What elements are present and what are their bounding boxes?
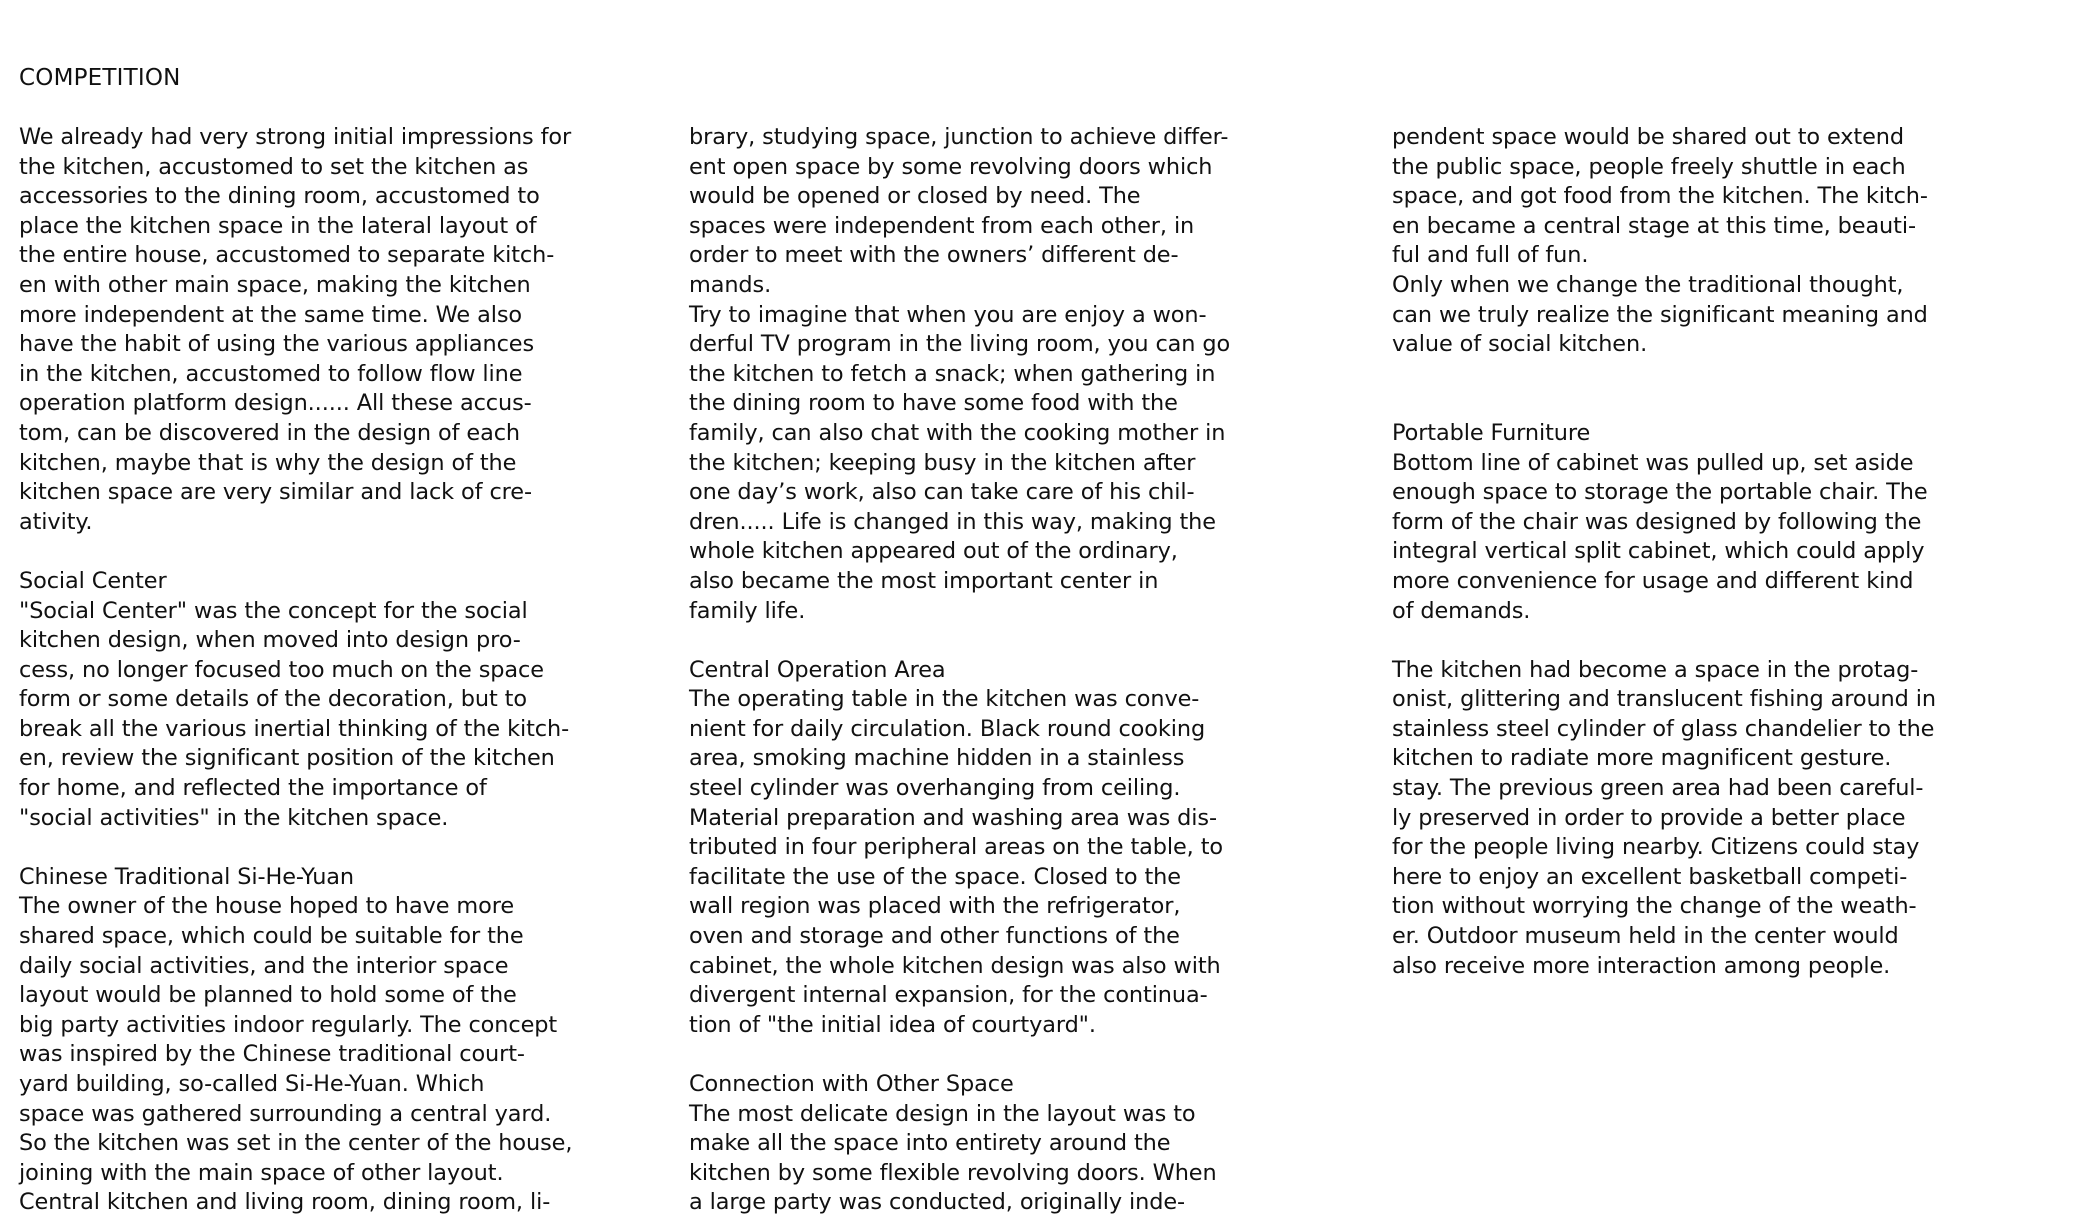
text-line: Bottom line of cabinet was pulled up, set aside	[1392, 449, 1914, 476]
text-line: the kitchen, accustomed to set the kitchen as	[19, 153, 529, 180]
text-line: joining with the main space of other layout.	[19, 1159, 504, 1186]
text-line: more independent at the same time. We also	[19, 301, 522, 328]
text-line: the kitchen; keeping busy in the kitchen after	[689, 449, 1196, 476]
text-line: stainless steel cylinder of glass chandelier to the	[1392, 715, 1935, 742]
text-line: onist, glittering and translucent fishing around in	[1392, 686, 1936, 713]
text-line: a large party was conducted, originally inde-	[689, 1189, 1185, 1216]
text-line: "Social Center" was the concept for the social	[19, 597, 528, 624]
text-line: ly preserved in order to provide a better place	[1392, 804, 1906, 831]
text-line: ativity.	[19, 508, 93, 535]
text-line: form of the chair was designed by following the	[1392, 508, 1922, 535]
text-line: We already had very strong initial impressions for	[19, 124, 572, 150]
text-line: So the kitchen was set in the center of the house,	[19, 1130, 573, 1157]
text-line: kitchen by some flexible revolving doors. When	[689, 1159, 1217, 1186]
text-line: nient for daily circulation. Black round cooking	[689, 715, 1206, 742]
text-line: tributed in four peripheral areas on the table, to	[689, 834, 1223, 861]
text-line: kitchen design, when moved into design pro-	[19, 627, 521, 654]
text-line: oven and storage and other functions of the	[689, 923, 1180, 950]
text-line: The most delicate design in the layout was to	[689, 1100, 1196, 1127]
paragraph	[19, 863, 659, 1218]
paragraph-gap	[689, 626, 1329, 656]
text-line: spaces were independent from each other, in	[689, 212, 1195, 239]
text-line: Connection with Other Space	[689, 1071, 1014, 1097]
text-line: would be opened or closed by need. The	[689, 183, 1141, 210]
text-line: the dining room to have some food with the	[689, 390, 1178, 417]
text-line: Social Center	[19, 567, 167, 594]
text-line: en, review the significant position of the kitchen	[19, 745, 555, 772]
paragraph-gap	[1392, 360, 2032, 390]
text-line: make all the space into entirety around the	[689, 1130, 1171, 1157]
paragraph-gap	[689, 1040, 1329, 1070]
text-line: "social activities" in the kitchen space.	[19, 804, 449, 831]
text-line: The kitchen had become a space in the protag-	[1392, 656, 1919, 683]
text-line: wall region was placed with the refrigerator,	[689, 893, 1181, 920]
paragraph-gap	[1392, 389, 2032, 419]
text-line: yard building, so-called Si-He-Yuan. Which	[19, 1071, 485, 1097]
text-line: order to meet with the owners’ different de-	[689, 242, 1179, 269]
paragraph	[689, 656, 1329, 1041]
text-line: Chinese Traditional Si-He-Yuan	[19, 863, 355, 890]
paragraph	[19, 567, 659, 833]
text-line: for home, and reflected the importance of	[19, 775, 487, 802]
text-line: shared space, which could be suitable for the	[19, 923, 524, 950]
text-line: the public space, people freely shuttle in each	[1392, 153, 1906, 180]
text-line: en became a central stage at this time, beauti-	[1392, 212, 1916, 239]
text-line: operation platform design...... All these accus-	[19, 390, 532, 417]
text-line: brary, studying space, junction to achieve differ-	[689, 124, 1229, 150]
text-line: kitchen to radiate more magnificent gesture.	[1392, 745, 1892, 772]
text-line: integral vertical split cabinet, which could apply	[1392, 538, 1925, 565]
text-line: value of social kitchen.	[1392, 331, 1648, 358]
text-line: of demands.	[1392, 597, 1531, 624]
paragraph	[1392, 123, 2032, 360]
text-line: layout would be planned to hold some of the	[19, 982, 517, 1009]
paragraph-gap	[19, 537, 659, 567]
text-line: also became the most important center in	[689, 567, 1159, 594]
text-line: space, and got food from the kitchen. The kitch-	[1392, 183, 1928, 210]
text-column-left	[19, 123, 659, 1218]
text-line: cess, no longer focused too much on the space	[19, 656, 544, 683]
text-line: break all the various inertial thinking of the kitch-	[19, 715, 570, 742]
paragraph	[1392, 656, 2032, 982]
text-line: here to enjoy an excellent basketball competi-	[1392, 863, 1908, 890]
text-line: tion without worrying the change of the weath-	[1392, 893, 1917, 920]
text-line: facilitate the use of the space. Closed to the	[689, 863, 1181, 890]
text-line: one day’s work, also can take care of his chil-	[689, 479, 1195, 506]
text-line: The owner of the house hoped to have more	[19, 893, 515, 920]
paragraph	[689, 1070, 1329, 1218]
text-line: steel cylinder was overhanging from ceiling.	[689, 775, 1181, 802]
text-line: cabinet, the whole kitchen design was also with	[689, 952, 1221, 979]
text-column-right	[1392, 123, 2032, 981]
text-line: kitchen space are very similar and lack of cre-	[19, 479, 532, 506]
text-line: enough space to storage the portable chair. The	[1392, 479, 1928, 506]
text-line: stay. The previous green area had been careful-	[1392, 775, 1924, 802]
text-line: form or some details of the decoration, but to	[19, 686, 527, 713]
text-line: the entire house, accustomed to separate kitch-	[19, 242, 555, 269]
text-line: pendent space would be shared out to extend	[1392, 124, 1904, 150]
text-line: derful TV program in the living room, you can go	[689, 331, 1231, 358]
text-line: accessories to the dining room, accustomed to	[19, 183, 540, 210]
text-line: er. Outdoor museum held in the center would	[1392, 923, 1899, 950]
text-line: was inspired by the Chinese traditional court-	[19, 1041, 525, 1068]
text-line: also receive more interaction among people.	[1392, 952, 1891, 979]
text-line: ent open space by some revolving doors which	[689, 153, 1213, 180]
text-line: mands.	[689, 271, 772, 298]
text-line: space was gathered surrounding a central yard.	[19, 1100, 552, 1127]
text-line: area, smoking machine hidden in a stainless	[689, 745, 1185, 772]
text-line: Portable Furniture	[1392, 419, 1591, 446]
page-title: COMPETITION	[19, 65, 181, 91]
text-line: en with other main space, making the kitchen	[19, 271, 531, 298]
text-line: kitchen, maybe that is why the design of the	[19, 449, 517, 476]
text-line: big party activities indoor regularly. The concept	[19, 1011, 558, 1038]
text-line: Central kitchen and living room, dining room, li-	[19, 1189, 551, 1216]
paragraph	[1392, 419, 2032, 626]
text-line: The operating table in the kitchen was conve-	[689, 686, 1200, 713]
paragraph-gap	[1392, 626, 2032, 656]
text-line: for the people living nearby. Citizens could stay	[1392, 834, 1920, 861]
text-line: Material preparation and washing area was dis-	[689, 804, 1217, 831]
paragraph-gap	[19, 833, 659, 863]
text-line: divergent internal expansion, for the continua-	[689, 982, 1208, 1009]
text-line: Central Operation Area	[689, 656, 946, 683]
text-line: whole kitchen appeared out of the ordinary,	[689, 538, 1178, 565]
paragraph	[689, 123, 1329, 626]
text-line: daily social activities, and the interior space	[19, 952, 509, 979]
text-line: place the kitchen space in the lateral layout of	[19, 212, 537, 239]
text-line: Only when we change the traditional thought,	[1392, 271, 1904, 298]
text-line: tion of "the initial idea of courtyard".	[689, 1011, 1096, 1038]
paragraph	[19, 123, 659, 537]
text-line: dren..... Life is changed in this way, making the	[689, 508, 1216, 535]
text-line: the kitchen to fetch a snack; when gathering in	[689, 360, 1216, 387]
text-line: in the kitchen, accustomed to follow flow line	[19, 360, 523, 387]
text-line: Try to imagine that when you are enjoy a won-	[689, 301, 1207, 328]
text-line: more convenience for usage and different kind	[1392, 567, 1914, 594]
text-line: family life.	[689, 597, 806, 624]
text-line: family, can also chat with the cooking mother in	[689, 419, 1226, 446]
text-line: tom, can be discovered in the design of each	[19, 419, 521, 446]
text-line: ful and full of fun.	[1392, 242, 1589, 269]
text-column-middle	[689, 123, 1329, 1218]
text-line: have the habit of using the various appliances	[19, 331, 535, 358]
text-line: can we truly realize the significant meaning and	[1392, 301, 1928, 328]
